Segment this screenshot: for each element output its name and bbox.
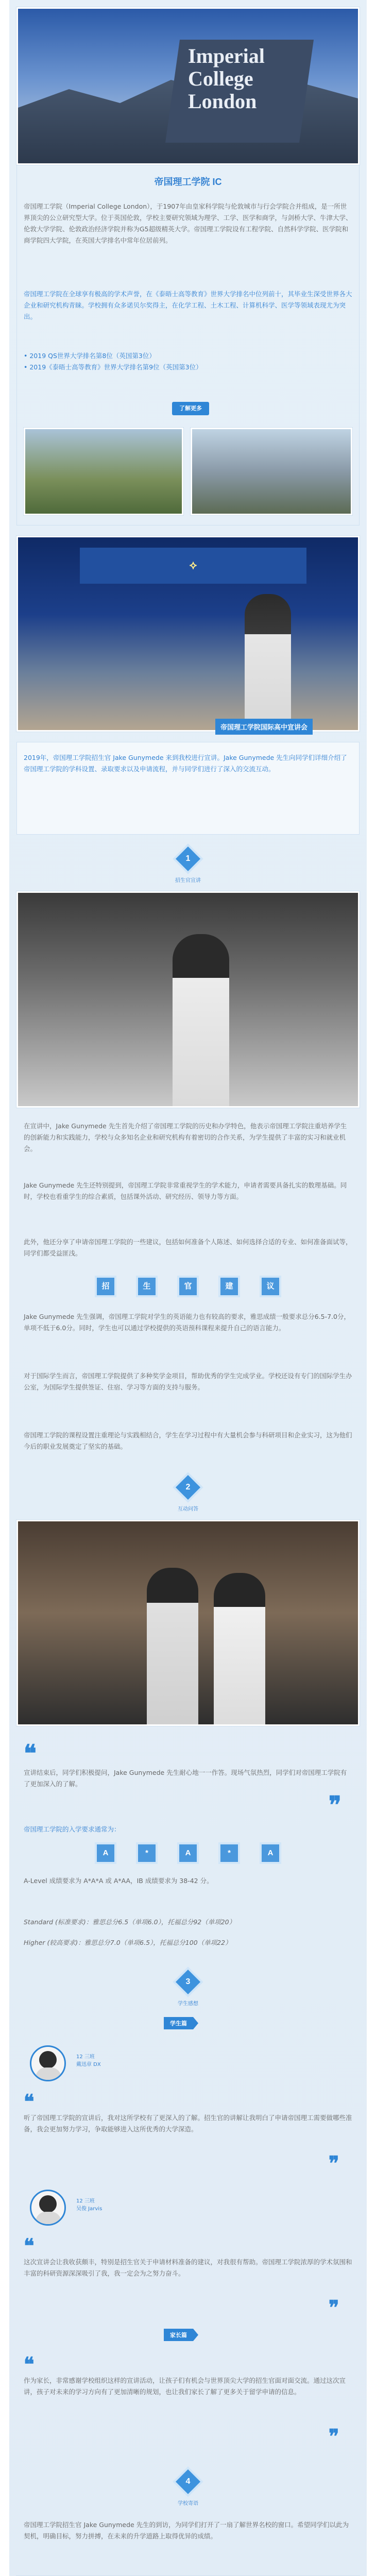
- student-2-name: 吴俊 Jarvis: [76, 2206, 102, 2212]
- tips-paragraph-1: Jake Gunymede 先生强调，帝国理工学院对学生的英语能力也有较高的要求，雅思成绩一般要求总分6.5-7.0分，单项不低于6.0分。同时，学生也可以通过学校提供的英语预科课程来提升自己的语言能力。: [24, 1313, 350, 1332]
- section-3-marker: 3: [176, 1970, 200, 1994]
- section-1-marker: 1: [176, 846, 200, 871]
- score-key-4: *: [220, 1844, 238, 1862]
- section-3-label: 学生感想: [178, 2001, 198, 2007]
- student-1-name: 戴迅章 DX: [76, 2062, 101, 2067]
- parent-quote-open: ❝: [24, 2352, 35, 2376]
- tip-key-3: 官: [179, 1278, 197, 1295]
- student-1-quote-open: ❝: [24, 2090, 35, 2113]
- score-key-1: A: [97, 1844, 114, 1862]
- quote-open-icon: ❝: [24, 1739, 37, 1767]
- student-2-class: 12 三班: [76, 2198, 95, 2204]
- student-1-text: 听了帝国理工学院的宣讲后，我对这所学校有了更深入的了解。招生官的讲解让我明白了申请帝国理工需要做哪些准备，我会更加努力学习，争取能够进入这所优秀的大学深造。: [24, 2114, 352, 2133]
- hero-school-name-line2: London: [188, 90, 257, 113]
- presentation-banner-photo: ⟡: [16, 536, 360, 732]
- section-2-marker: 2: [176, 1475, 200, 1500]
- parent-text: 作为家长，非常感谢学校组织这样的宣讲活动，让孩子们有机会与世界顶尖大学的招生官面对面交流。通过这次宣讲，孩子对未来的学习方向有了更加清晰的规划，也让我们家长了解了更多关于留学申请的信息。: [24, 2377, 346, 2396]
- tip-key-5: 议: [262, 1278, 279, 1295]
- campus-photo-1: [24, 428, 183, 515]
- intro-paragraph-1: 帝国理工学院（Imperial College London），于1907年由皇家科学院与伦敦城市与行会学院合并组成，是一所世界顶尖的公立研究型大学。位于英国伦敦，学校主要研究领域为理学、工学、医学和商学，与剑桥大学、牛津大学、伦敦大学学院、伦敦政治经济学院并称为G5超级精英大学。帝国理工学院设有工程学院、自然科学学院、医学院和商学院四大学院，在英国大学排名中常年位居前列。: [24, 202, 352, 244]
- score-key-2: *: [138, 1844, 156, 1862]
- intro-paragraph-2: 帝国理工学院在全球享有极高的学术声誉，在《泰晤士高等教育》世界大学排名中位列前十，其毕业生深受世界各大企业和研究机构青睐。学校拥有众多诺贝尔奖得主，在化学工程、土木工程、计算机科学、医学等领域表现尤为突出。: [24, 290, 352, 320]
- student-1-card: [76, 2053, 101, 2069]
- student-1-quote-close: ❞: [329, 2151, 339, 2175]
- talk-paragraph-2: Jake Gunymede 先生还特别提到，帝国理工学院非常重视学生的学术能力，申请者需要具备扎实的数理基础。同时，学校也看重学生的综合素质，包括课外活动、研究经历、领导力等方面。: [24, 1181, 347, 1200]
- student-2-avatar: [30, 2190, 66, 2226]
- ranking-item-1: • 2019 QS世界大学排名第8位（英国第3位）: [24, 352, 156, 360]
- requirement-3: Higher (较高要求)：雅思总分7.0（单项6.5），托福总分100（单项22）: [24, 1939, 232, 1946]
- talk-paragraph-3: 此外，他还分享了申请帝国理工学院的一些建议，包括如何准备个人陈述、如何选择合适的专业、如何准备面试等，同学们都受益匪浅。: [24, 1238, 352, 1257]
- intro-ranking-list: [24, 350, 352, 373]
- requirement-1: A-Level 成绩要求为 A*A*A 或 A*AA，IB 成绩要求为 38-42 分。: [24, 1877, 213, 1885]
- learn-more-button[interactable]: 了解更多: [172, 402, 209, 415]
- tips-paragraph-2: 对于国际学生而言，帝国理工学院提供了多种奖学金项目，帮助优秀的学生完成学业。学校还设有专门的国际学生办公室，为国际学生提供签证、住宿、学习等方面的支持与服务。: [24, 1372, 352, 1391]
- qa-photo: [16, 1520, 360, 1726]
- section-4-label: 学校寄语: [178, 2501, 198, 2506]
- hero-campus-photo: [16, 7, 360, 165]
- section-2-label: 互动问答: [178, 1506, 198, 1512]
- school-title: 帝国理工学院 IC: [154, 177, 222, 187]
- event-paragraph: 2019年，帝国理工学院招生官 Jake Gunymede 来到我校进行宣讲。Jake Gunymede 先生向同学们详细介绍了帝国理工学院的学科设置、录取要求以及申请流程，并与同学们进行了深入的交流互动。: [24, 754, 347, 773]
- parent-tag: 家长篇: [164, 2329, 193, 2341]
- section-1-label: 招生官宣讲: [175, 878, 201, 884]
- ranking-item-2: • 2019《泰晤士高等教育》世界大学排名第9位（英国第3位）: [24, 363, 202, 371]
- talk-paragraph-1: 在宣讲中，Jake Gunymede 先生首先介绍了帝国理工学院的历史和办学特色，他表示帝国理工学院注重培养学生的创新能力和实践能力，学校与众多知名企业和研究机构有着密切的合作关系，为学生提供了丰富的实习和就业机会。: [24, 1122, 347, 1153]
- student-2-text: 这次宣讲会让我收获颇丰，特别是招生官关于申请材料准备的建议，对我很有帮助。帝国理工学院浓厚的学术氛围和丰富的科研资源深深吸引了我，我一定会为之努力奋斗。: [24, 2258, 352, 2277]
- closing-paragraph: 帝国理工学院招生官 Jake Gunymede 先生的到访，为同学们打开了一扇了解世界名校的窗口。希望同学们以此为契机，明确目标，努力拼搏，在未来的升学道路上取得优异的成绩。: [24, 2521, 349, 2540]
- hero-school-name-line1: Imperial College: [188, 44, 265, 90]
- campus-photo-2: [191, 428, 352, 515]
- student-2-card: [76, 2197, 102, 2213]
- tips-paragraph-3: 帝国理工学院的课程设置注重理论与实践相结合，学生在学习过程中有大量机会参与科研项目和企业实习，这为他们今后的职业发展奠定了坚实的基础。: [24, 1431, 352, 1450]
- score-key-5: A: [262, 1844, 279, 1862]
- student-2-quote-open: ❝: [24, 2234, 35, 2257]
- qa-paragraph: 宣讲结束后，同学们积极提问，Jake Gunymede 先生耐心地一一作答。现场气氛热烈，同学们对帝国理工学院有了更加深入的了解。: [24, 1769, 347, 1788]
- score-key-3: A: [179, 1844, 197, 1862]
- parent-quote-close: ❞: [329, 2425, 339, 2448]
- student-1-class: 12 三班: [76, 2054, 95, 2060]
- tip-key-1: 招: [97, 1278, 114, 1295]
- tip-key-2: 生: [138, 1278, 156, 1295]
- banner-caption: 帝国理工学院国际高中宣讲会: [215, 719, 313, 735]
- speaker-photo-1: [16, 891, 360, 1108]
- requirement-2: Standard (标准要求)：雅思总分6.5（单项6.0），托福总分92（单项20）: [24, 1918, 236, 1926]
- section-4-marker: 4: [176, 2469, 200, 2494]
- student-2-quote-close: ❞: [329, 2296, 339, 2319]
- tip-key-4: 建: [220, 1278, 238, 1295]
- student-tag: 学生篇: [164, 2017, 193, 2029]
- quote-close-icon: ❞: [329, 1791, 341, 1819]
- student-1-avatar: [30, 2045, 66, 2081]
- score-intro: 帝国理工学院的入学要求通常为：: [24, 1825, 121, 1833]
